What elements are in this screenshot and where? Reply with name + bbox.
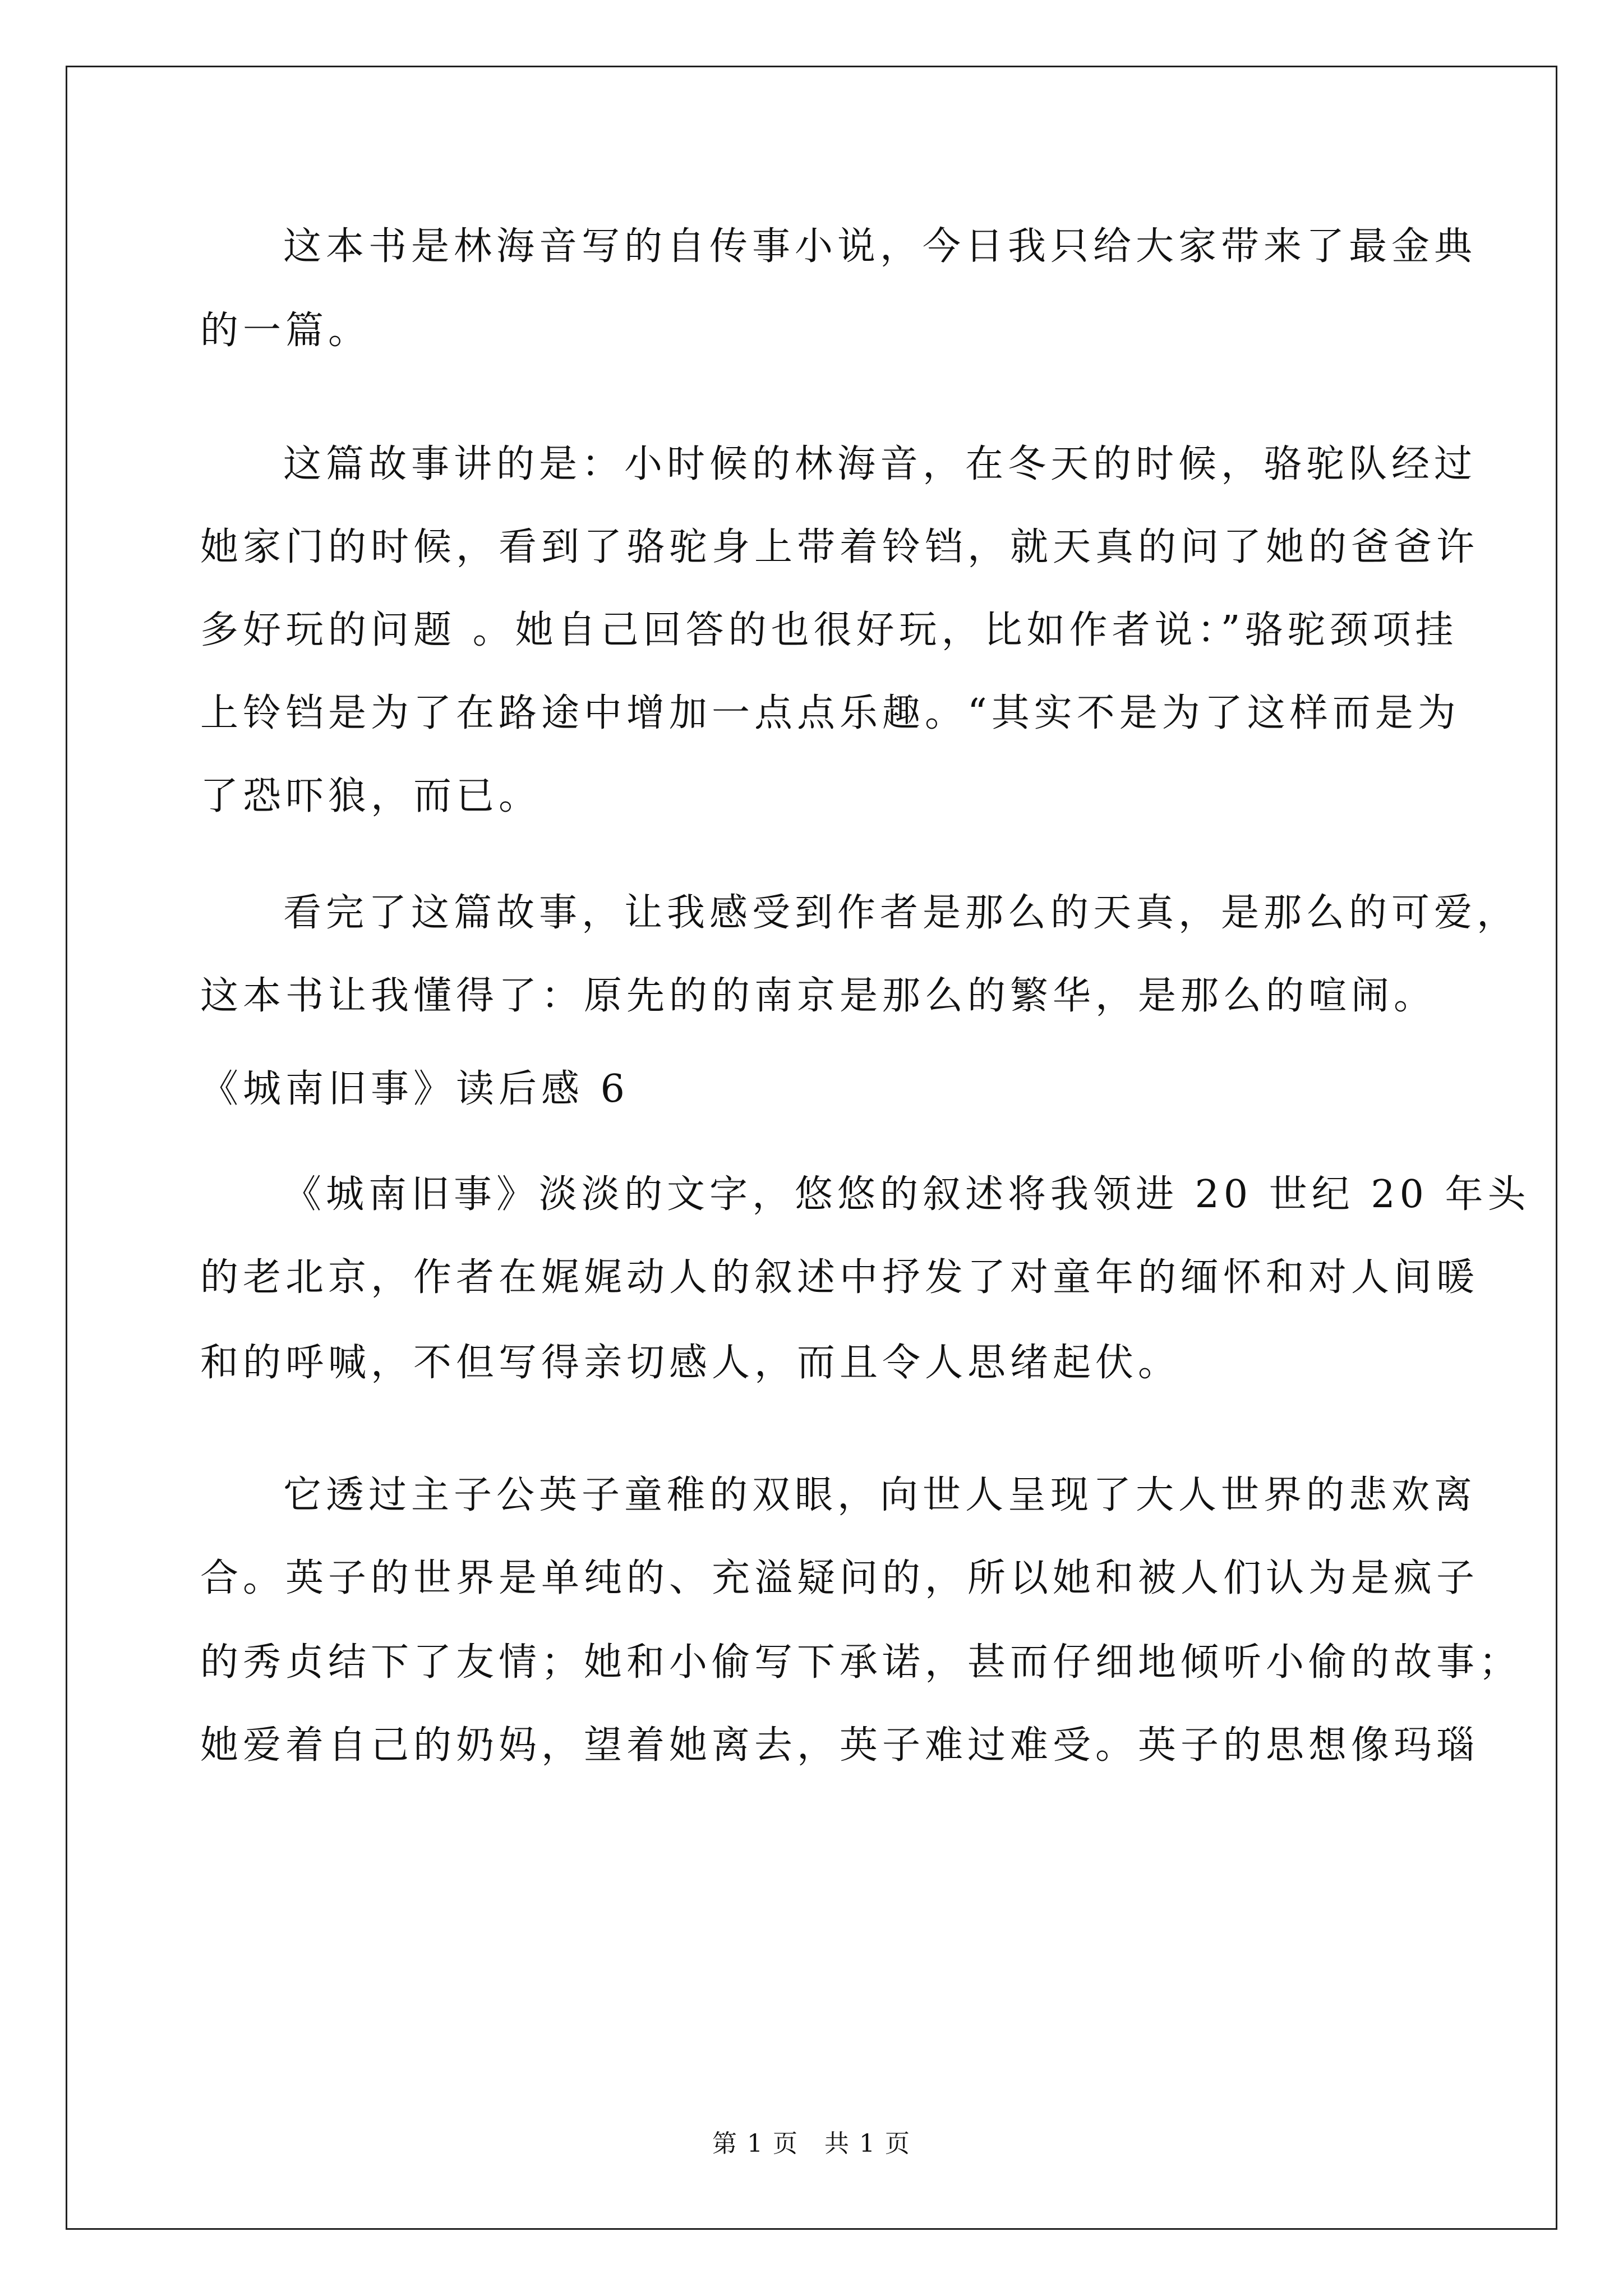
paragraph-4-line-3: 和的呼喊，不但写得亲切感人，而且令人思绪起伏。 (200, 1341, 1181, 1385)
paragraph-3-line-1: 看完了这篇故事，让我感受到作者是那么的天真，是那么的可爱， (283, 891, 1520, 935)
paragraph-1-line-1: 这本书是林海音写的自传事小说，今日我只给大家带来了最金典 (283, 224, 1477, 269)
paragraph-2-line-1: 这篇故事讲的是：小时候的林海音，在冬天的时候，骆驼队经过 (283, 442, 1477, 486)
paragraph-2-line-3: 多好玩的问题 。她自己回答的也很好玩，比如作者说：”骆驼颈项挂 (200, 608, 1458, 652)
paragraph-2-line-4: 上铃铛是为了在路途中增加一点点乐趣。“其实不是为了这样而是为 (200, 691, 1460, 735)
paragraph-2-line-2: 她家门的时候，看到了骆驼身上带着铃铛，就天真的问了她的爸爸许 (200, 525, 1479, 569)
paragraph-2-line-5: 了恐吓狼，而已。 (200, 774, 542, 818)
paragraph-5-line-3: 的秀贞结下了友情；她和小偷写下承诺，甚而仔细地倾听小偷的故事； (200, 1640, 1522, 1685)
paragraph-5-line-4: 她爱着自己的奶妈，望着她离去，英子难过难受。英子的思想像玛瑙 (200, 1723, 1479, 1768)
paragraph-5-line-1: 它透过主子公英子童稚的双眼，向世人呈现了大人世界的悲欢离 (283, 1473, 1477, 1517)
page-number-footer: 第 1 页 共 1 页 (712, 2129, 911, 2158)
paragraph-3-line-2: 这本书让我懂得了：原先的的南京是那么的繁华，是那么的喧闹。 (200, 974, 1437, 1018)
paragraph-1-line-2: 的一篇。 (200, 309, 371, 353)
paragraph-4-line-1: 《城南旧事》淡淡的文字，悠悠的叙述将我领进 20 世纪 20 年头 (283, 1172, 1530, 1217)
paragraph-5-line-2: 合。英子的世界是单纯的、充溢疑问的，所以她和被人们认为是疯子 (200, 1556, 1479, 1600)
paragraph-4-line-2: 的老北京，作者在娓娓动人的叙述中抒发了对童年的缅怀和对人间暖 (200, 1255, 1479, 1300)
section-heading: 《城南旧事》读后感 6 (200, 1067, 629, 1111)
page-border (66, 66, 1557, 2230)
